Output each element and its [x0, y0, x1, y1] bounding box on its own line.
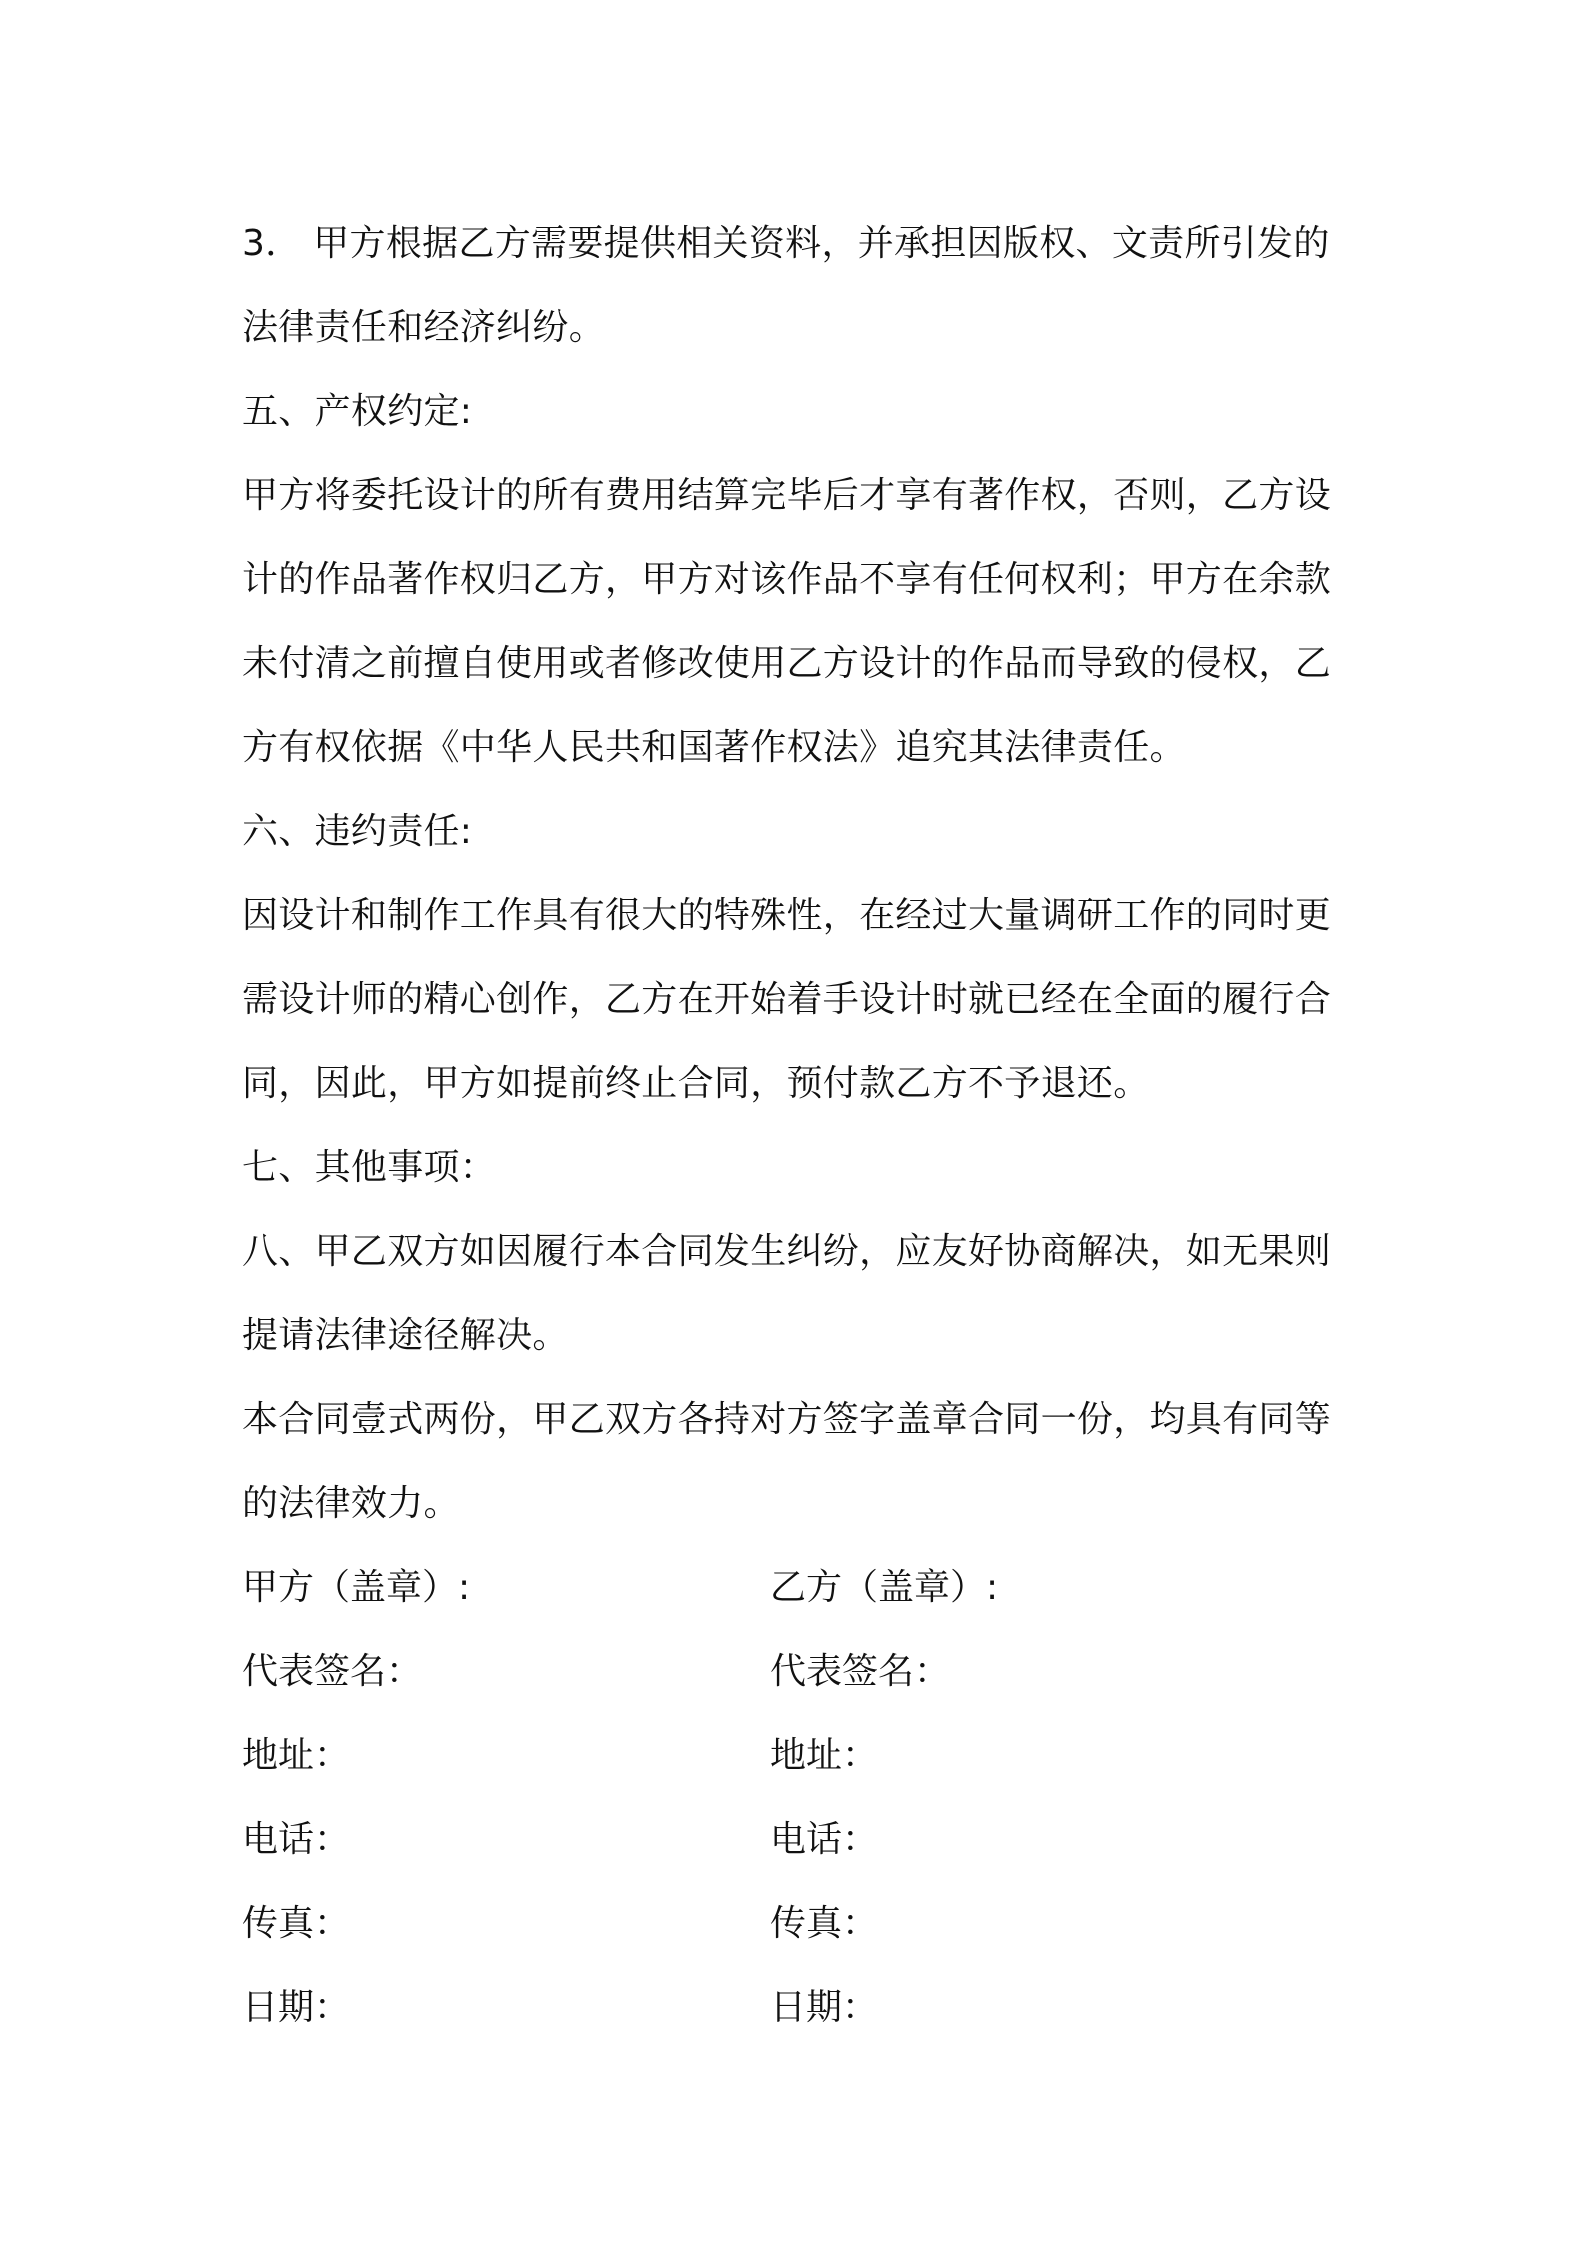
breach-liability-line-2: 需设计师的精心创作，乙方在开始着手设计时就已经在全面的履行合 [242, 979, 1332, 1020]
property-rights-line-1: 甲方将委托设计的所有费用结算完毕后才享有著作权，否则，乙方设 [242, 475, 1332, 516]
dispute-clause-line-2: 提请法律途径解决。 [242, 1315, 569, 1356]
section-heading-property-rights: 五、产权约定: [242, 391, 473, 432]
breach-liability-line-3: 同，因此，甲方如提前终止合同，预付款乙方不予退还。 [242, 1063, 1150, 1104]
party-b-address-label: 地址： [770, 1735, 879, 1776]
party-a-seal-label: 甲方（盖章）: [242, 1567, 471, 1608]
property-rights-line-3: 未付清之前擅自使用或者修改使用乙方设计的作品而导致的侵权，乙 [242, 643, 1332, 684]
clause-3-line-1: 3． 甲方根据乙方需要提供相关资料，并承担因版权、文责所引发的 [242, 223, 1330, 264]
signature-row-seal [242, 1546, 1362, 1630]
party-b-seal-label: 乙方（盖章）: [770, 1567, 999, 1608]
property-rights-line-4: 方有权依据《中华人民共和国著作权法》追究其法律责任。 [242, 727, 1186, 768]
breach-liability-line-1: 因设计和制作工作具有很大的特殊性，在经过大量调研工作的同时更 [242, 895, 1332, 936]
party-a-date-label: 日期： [242, 1987, 351, 2028]
party-a-fax-label: 传真： [242, 1903, 351, 1944]
party-b-representative-label: 代表签名： [770, 1651, 951, 1692]
section-heading-other-matters: 七、其他事项： [242, 1147, 497, 1188]
contract-content [242, 202, 1362, 2050]
copies-clause-line-2: 的法律效力。 [242, 1483, 460, 1524]
section-heading-breach-liability: 六、违约责任: [242, 811, 473, 852]
party-a-phone-label: 电话： [242, 1819, 351, 1860]
signature-row-fax [242, 1882, 1362, 1966]
copies-clause-line-1: 本合同壹式两份，甲乙双方各持对方签字盖章合同一份，均具有同等 [242, 1399, 1332, 1440]
party-b-phone-label: 电话： [770, 1819, 879, 1860]
signature-row-address [242, 1714, 1362, 1798]
dispute-clause-line-1: 八、甲乙双方如因履行本合同发生纠纷，应友好协商解决，如无果则 [242, 1231, 1332, 1272]
party-b-date-label: 日期： [770, 1987, 879, 2028]
party-a-representative-label: 代表签名： [242, 1651, 423, 1692]
party-b-fax-label: 传真： [770, 1903, 879, 1944]
property-rights-line-2: 计的作品著作权归乙方，甲方对该作品不享有任何权利；甲方在余款 [242, 559, 1332, 600]
signature-row-representative [242, 1630, 1362, 1714]
party-a-address-label: 地址： [242, 1735, 351, 1776]
signature-row-phone [242, 1798, 1362, 1882]
signature-row-date [242, 1966, 1362, 2050]
clause-3-line-2: 法律责任和经济纠纷。 [242, 307, 606, 348]
